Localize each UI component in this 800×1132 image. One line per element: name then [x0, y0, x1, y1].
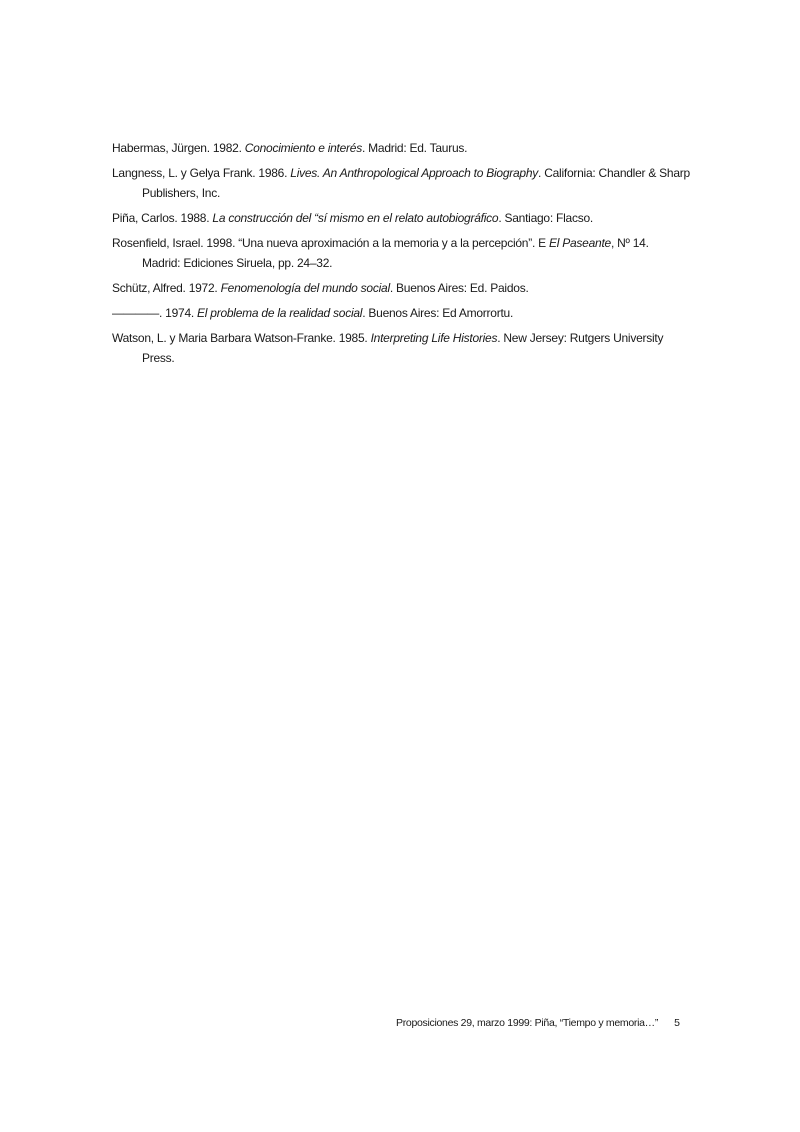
entry-publisher: . Buenos Aires: Ed. Paidos. — [389, 281, 529, 295]
bibliography-entry — [112, 278, 690, 298]
bibliography-entry — [112, 233, 690, 273]
bibliography-list — [112, 138, 690, 373]
bibliography-entry — [112, 328, 690, 368]
page-number: 5 — [674, 1017, 680, 1029]
bibliography-entry — [112, 303, 690, 323]
bibliography-entry — [112, 138, 690, 158]
running-title: Proposiciones 29, marzo 1999: Piña, “Tiempo y memoria…” — [396, 1017, 659, 1029]
page-footer — [396, 1017, 680, 1029]
entry-author-year: Langness, L. y Gelya Frank. 1986. — [112, 166, 291, 180]
entry-publisher: . Madrid: Ed. Taurus. — [361, 141, 468, 155]
entry-title: Conocimiento e interés — [244, 141, 362, 155]
entry-author-year: Rosenfield, Israel. 1998. “Una nueva aproximación a la memoria y a la percepción”. E — [112, 236, 549, 250]
entry-author-year: Watson, L. y Maria Barbara Watson-Franke. 1985. — [112, 331, 371, 345]
bibliography-entry — [112, 163, 690, 203]
bibliography-entry — [112, 208, 690, 228]
entry-title: El Paseante — [548, 236, 611, 250]
entry-title: Interpreting Life Histories — [370, 331, 498, 345]
entry-author-year: Schütz, Alfred. 1972. — [112, 281, 221, 295]
entry-title: Fenomenología del mundo social — [220, 281, 390, 295]
entry-publisher: . California: Chandler & Sharp Publishers, Inc. — [142, 166, 690, 200]
entry-title: Lives. An Anthropological Approach to Biography — [290, 166, 539, 180]
entry-author-year: Habermas, Jürgen. 1982. — [112, 141, 245, 155]
entry-title: La construcción del “sí mismo en el relato autobiográfico — [212, 211, 499, 225]
entry-publisher: . New Jersey: Rutgers University Press. — [142, 331, 664, 365]
entry-author-year: Piña, Carlos. 1988. — [112, 211, 213, 225]
entry-author-year: ————. 1974. — [112, 306, 198, 320]
entry-publisher: . Buenos Aires: Ed Amorrortu. — [362, 306, 514, 320]
entry-title: El problema de la realidad social — [197, 306, 363, 320]
entry-publisher: , Nº 14. Madrid: Ediciones Siruela, pp. 24–32. — [142, 236, 649, 270]
entry-publisher: . Santiago: Flacso. — [498, 211, 593, 225]
